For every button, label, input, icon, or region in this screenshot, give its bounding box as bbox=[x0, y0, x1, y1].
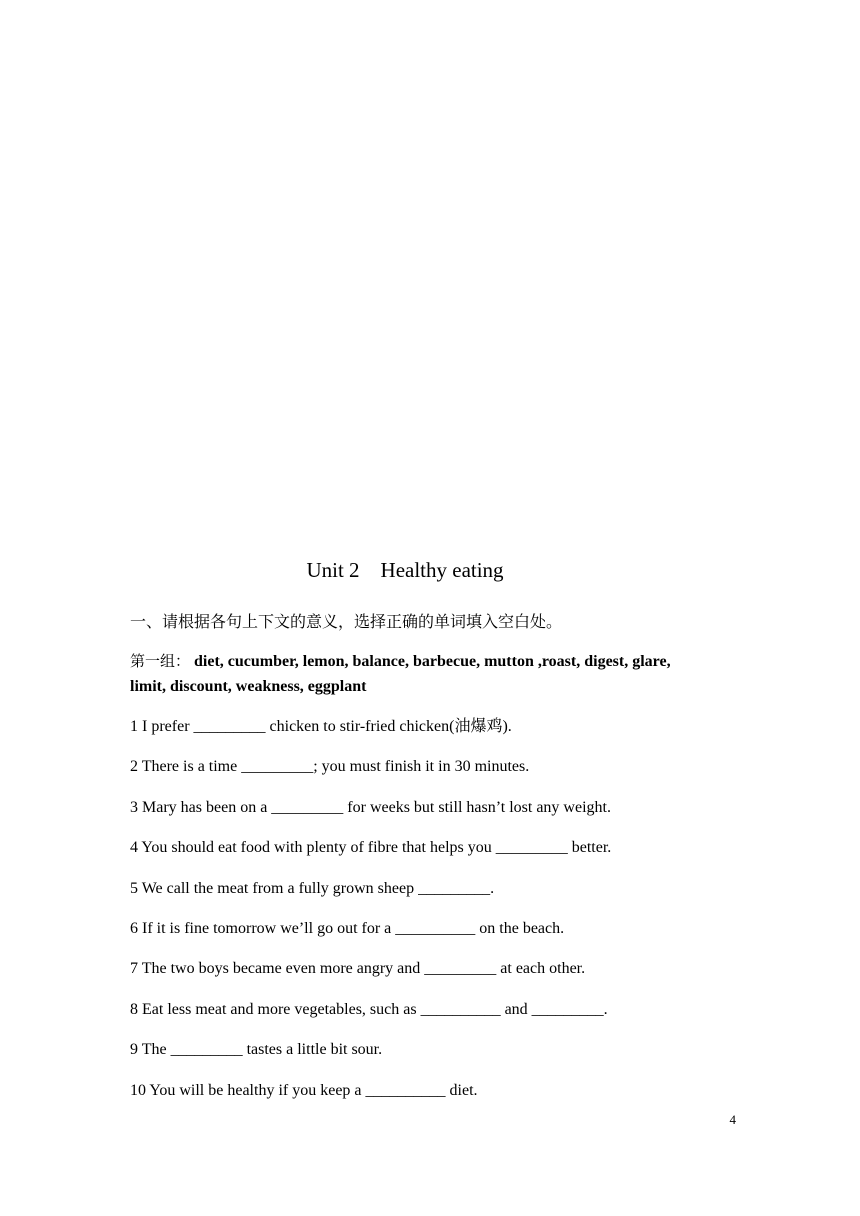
group-label: 第一组： bbox=[130, 652, 191, 670]
question-item: 8 Eat less meat and more vegetables, such as __________ and _________. bbox=[130, 1000, 608, 1018]
question-item: 7 The two boys became even more angry and _________ at each other. bbox=[130, 960, 586, 978]
section-heading: 一、请根据各句上下文的意义，选择正确的单词填入空白处。 bbox=[130, 612, 563, 631]
page-number: 4 bbox=[729, 1112, 736, 1127]
question-item: 1 I prefer _________ chicken to stir-fried chicken(油爆鸡). bbox=[130, 718, 512, 735]
question-list bbox=[130, 716, 750, 1120]
question-item: 9 The _________ tastes a little bit sour. bbox=[130, 1041, 383, 1059]
question-item: 6 If it is fine tomorrow we’ll go out for a __________ on the beach. bbox=[130, 919, 565, 937]
question-item: 2 There is a time _________; you must finish it in 30 minutes. bbox=[130, 758, 530, 776]
question-item: 3 Mary has been on a _________ for weeks but still hasn’t lost any weight. bbox=[130, 798, 611, 816]
question-item: 4 You should eat food with plenty of fibre that helps you _________ better. bbox=[130, 839, 612, 857]
word-bank-line-2: limit, discount, weakness, eggplant bbox=[130, 678, 367, 695]
question-item: 5 We call the meat from a fully grown sheep _________. bbox=[130, 879, 495, 897]
question-item: 10 You will be healthy if you keep a __________ diet. bbox=[130, 1081, 478, 1099]
page-title: Unit 2 Healthy eating bbox=[306, 558, 504, 582]
word-bank-line-1: diet, cucumber, lemon, balance, barbecue, mutton ,roast, digest, glare, bbox=[194, 653, 671, 670]
word-group bbox=[130, 648, 740, 675]
word-group-continued bbox=[130, 674, 740, 700]
